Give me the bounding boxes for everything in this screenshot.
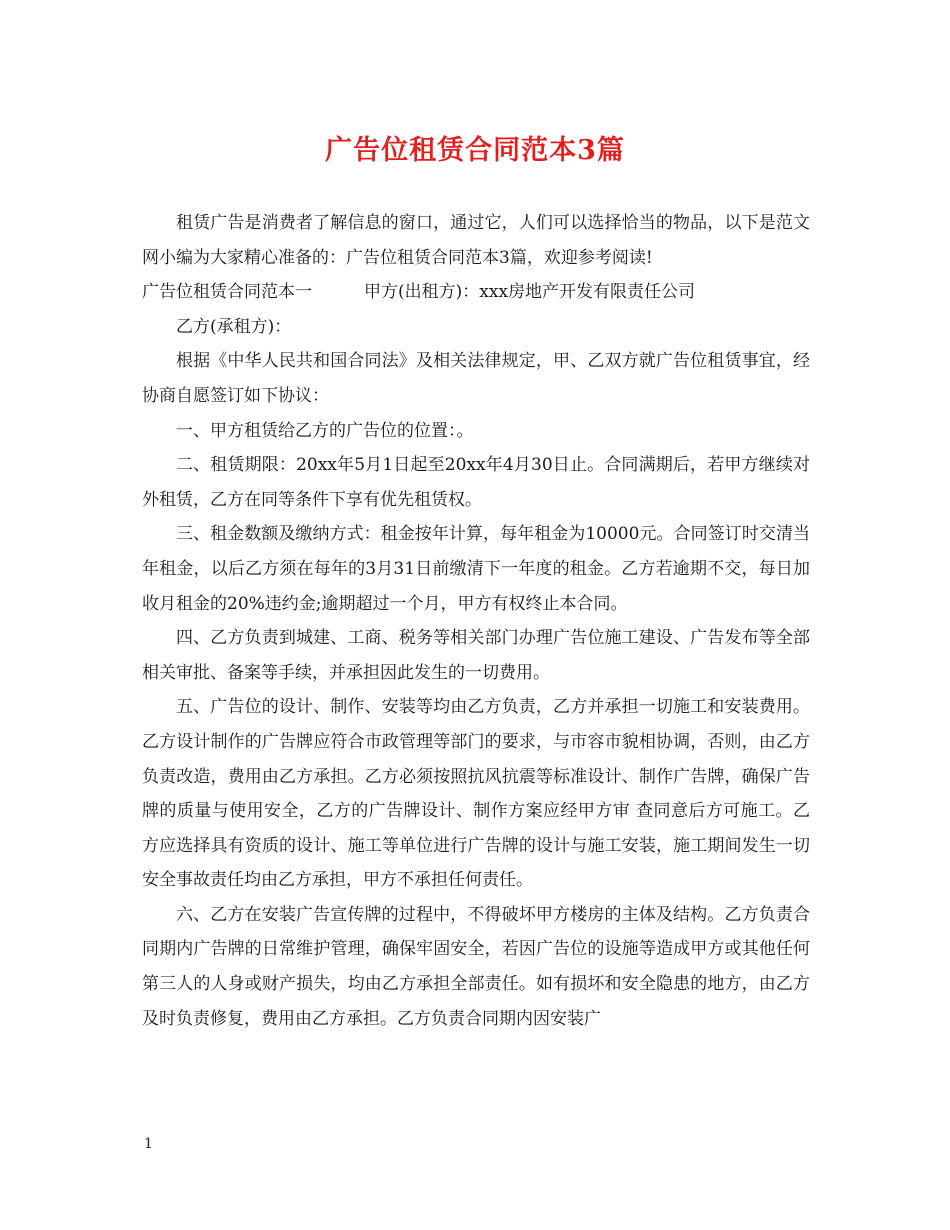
section-heading-line <box>142 275 810 310</box>
document-body <box>142 206 810 1036</box>
clause-1: 一、甲方租赁给乙方的广告位的位置：。 <box>176 420 474 441</box>
clause-6: 六、乙方在安装广告宣传牌的过程中，不得破坏甲方楼房的主体及结构。乙方负责合同期内广告牌的日常维护管理，确保牢固安全，若因广告位的设施等造成甲方或其他任何第三人的人身或财产损失，均由乙方承担全部责任。如有损坏和安全隐患的地方，由乙方及时负责修复，费用由乙方承担。乙方负责合同期内因安装广 <box>142 904 810 1029</box>
clause-2: 二、租赁期限：20xx年5月1日起至20xx年4月30日止。合同满期后，若甲方继续对外租赁，乙方在同等条件下享有优先租赁权。 <box>142 455 810 510</box>
document-title: 广告位租赁合同范本3篇 <box>325 135 625 166</box>
basis-paragraph: 根据《中华人民共和国合同法》及相关法律规定，甲、乙双方就广告位租赁事宜，经协商自愿签订如下协议： <box>142 351 810 406</box>
clause-3: 三、租金数额及缴纳方式：租金按年计算，每年租金为10000元。合同签订时交清当年租金，以后乙方须在每年的3月31日前缴清下一年度的租金。乙方若逾期不交，每日加收月租金的20%违约金;逾期超过一个月，甲方有权终止本合同。 <box>142 524 810 614</box>
intro-paragraph: 租赁广告是消费者了解信息的窗口，通过它，人们可以选择恰当的物品，以下是范文网小编为大家精心准备的：广告位租赁合同范本3篇，欢迎参考阅读! <box>142 213 810 268</box>
clause-4: 四、乙方负责到城建、工商、税务等相关部门办理广告位施工建设、广告发布等全部相关审批、备案等手续，并承担因此发生的一切费用。 <box>142 628 810 683</box>
party-b: 乙方(承租方)： <box>176 316 292 337</box>
section-heading: 广告位租赁合同范本一 <box>142 282 312 303</box>
clause-5: 五、广告位的设计、制作、安装等均由乙方负责，乙方并承担一切施工和安装费用。乙方设计制作的广告牌应符合市政管理等部门的要求，与市容市貌相协调，否则，由乙方负责改造，费用由乙方承担。乙方必须按照抗风抗震等标准设计、制作广告牌，确保广告牌的质量与使用安全，乙方的广告牌设计、制作方案应经甲方审 查同意后方可施工。乙方应选择具有资质的设计、施工等单位进行广告牌的设计与施工安装，施工期间发生一切安全事故责任均由乙方承担，甲方不承担任何责任。 <box>142 697 810 891</box>
party-a: 甲方(出租方)：xxx房地产开发有限责任公司 <box>364 282 696 303</box>
page-number: 1 <box>144 1136 153 1152</box>
